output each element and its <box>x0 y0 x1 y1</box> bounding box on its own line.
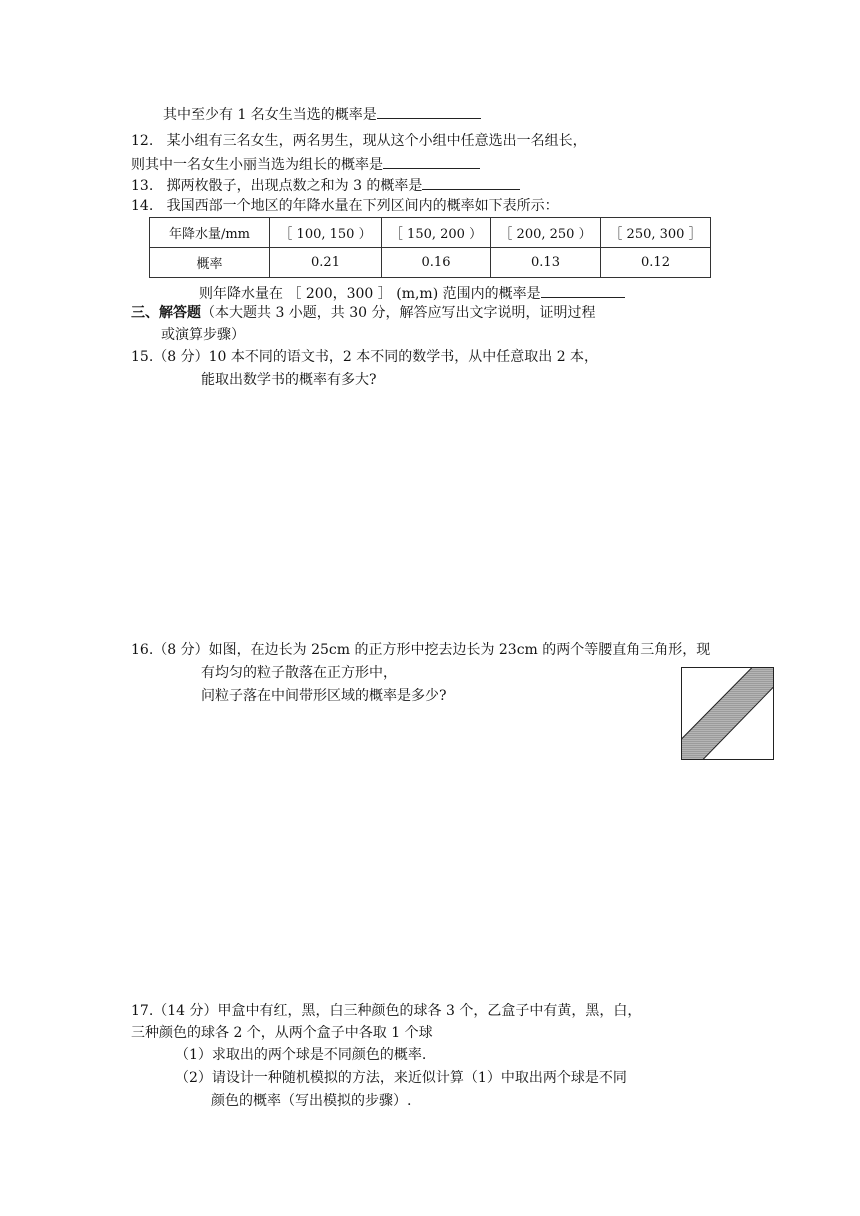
q14-after: 则年降水量在 ［ 200，300 ］ (m,m) 范围内的概率是 <box>199 283 625 304</box>
square-band-figure <box>681 667 774 760</box>
section-title: 三、解答题 <box>131 305 201 321</box>
table-cell-probability: 0.12 <box>601 248 711 278</box>
table-header-label: 年降水量/mm <box>150 218 270 248</box>
table-cell-probability: 0.21 <box>270 248 382 278</box>
q17-line2: 三种颜色的球各 2 个，从两个盒子中各取 1 个球 <box>131 1025 433 1041</box>
q14-line: 14. 我国西部一个地区的年降水量在下列区间内的概率如下表所示： <box>131 198 559 214</box>
table-row <box>150 248 711 278</box>
q13-line: 13. 掷两枚骰子，出现点数之和为 3 的概率是 <box>131 175 520 196</box>
answer-blank <box>422 175 520 190</box>
question-number: 13. <box>131 178 154 194</box>
q12-line2: 则其中一名女生小丽当选为组长的概率是 <box>131 154 480 175</box>
answer-blank <box>377 104 481 119</box>
q16-line2: 有均匀的粒子散落在正方形中， <box>201 665 397 681</box>
question-number: 14. <box>131 198 154 214</box>
rainfall-table <box>149 217 711 278</box>
table-cell-interval: ［ 100, 150 ） <box>270 218 382 248</box>
table-cell-interval: ［ 200, 250 ） <box>491 218 601 248</box>
table-cell-probability: 0.13 <box>491 248 601 278</box>
q17-line1: 17.（14 分）甲盒中有红，黑，白三种颜色的球各 3 个，乙盒子中有黄，黑，白， <box>131 1003 642 1019</box>
question-number: 12. <box>131 133 154 149</box>
q17-line3: （1）求取出的两个球是不同颜色的概率. <box>175 1047 427 1063</box>
q17-line4: （2）请设计一种随机模拟的方法，来近似计算（1）中取出两个球是不同 <box>175 1070 627 1086</box>
table-row-label: 概率 <box>150 248 270 278</box>
q16-line1: 16.（8 分）如图，在边长为 25cm 的正方形中挖去边长为 23cm 的两个等腰直角三角形，现 <box>131 642 711 658</box>
q16-line3: 问粒子落在中间带形区域的概率是多少? <box>201 688 447 704</box>
q17-line5: 颜色的概率（写出模拟的步骤）. <box>211 1093 412 1109</box>
q11-tail: 其中至少有 1 名女生当选的概率是 <box>163 104 481 125</box>
answer-blank <box>383 154 480 169</box>
table-cell-interval: ［ 150, 200 ） <box>382 218 491 248</box>
q15-line1: 15.（8 分）10 本不同的语文书，2 本不同的数学书，从中任意取出 2 本， <box>131 349 599 365</box>
section3-desc: 或演算步骤） <box>161 327 245 343</box>
q12-line1: 12. 某小组有三名女生，两名男生，现从这个小组中任意选出一名组长， <box>131 133 587 149</box>
section3-heading: 三、解答题（本大题共 3 小题，共 30 分，解答应写出文字说明，证明过程 <box>131 305 596 321</box>
table-cell-probability: 0.16 <box>382 248 491 278</box>
table-cell-interval: ［ 250, 300 ］ <box>601 218 711 248</box>
q15-line2: 能取出数学书的概率有多大? <box>201 372 377 388</box>
answer-blank <box>541 283 625 298</box>
table-row <box>150 218 711 248</box>
